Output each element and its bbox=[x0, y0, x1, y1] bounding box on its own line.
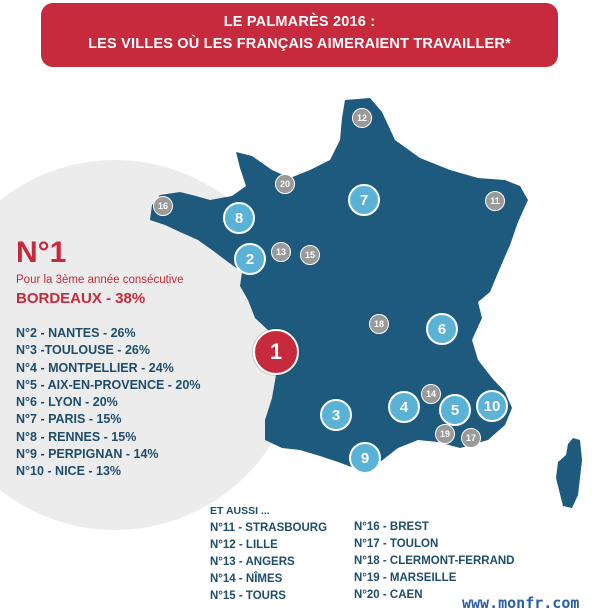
marker-17: 17 bbox=[461, 428, 481, 448]
marker-12: 12 bbox=[352, 108, 372, 128]
banner-title-line1: LE PALMARÈS 2016 : bbox=[223, 14, 376, 30]
corsica-map bbox=[556, 438, 582, 508]
marker-10: 10 bbox=[476, 390, 508, 422]
rank-1-subtitle: Pour la 3ème année consécutive bbox=[16, 274, 184, 286]
ranking-item: N°9 - PERPIGNAN - 14% bbox=[16, 447, 159, 462]
banner-title-line2: LES VILLES OÙ LES FRANÇAIS AIMERAIENT TRAVAILLER* bbox=[88, 36, 511, 52]
aussi-item: N°15 - TOURS bbox=[210, 590, 286, 602]
ranking-item: N°8 - RENNES - 15% bbox=[16, 429, 137, 444]
watermark: www.monfr.com bbox=[462, 594, 580, 612]
aussi-item: N°17 - TOULON bbox=[354, 538, 439, 550]
marker-15: 15 bbox=[300, 245, 320, 265]
aussi-item: N°13 - ANGERS bbox=[210, 556, 295, 568]
marker-1: 1 bbox=[253, 329, 299, 375]
ranking-item: N°6 - LYON - 20% bbox=[16, 395, 118, 410]
marker-4: 4 bbox=[388, 391, 420, 423]
marker-6: 6 bbox=[426, 313, 458, 345]
marker-3: 3 bbox=[320, 399, 352, 431]
aussi-column-2 bbox=[354, 519, 515, 604]
aussi-item: N°11 - STRASBOURG bbox=[210, 522, 328, 534]
marker-8: 8 bbox=[223, 202, 255, 234]
marker-13: 13 bbox=[271, 242, 291, 262]
ranking-item: N°7 - PARIS - 15% bbox=[16, 412, 122, 427]
aussi-title: ET AUSSI ... bbox=[210, 505, 270, 517]
marker-19: 19 bbox=[435, 424, 455, 444]
marker-2: 2 bbox=[234, 243, 266, 275]
marker-9: 9 bbox=[349, 442, 381, 474]
rank-1-city: BORDEAUX - 38% bbox=[16, 290, 146, 307]
aussi-column-1 bbox=[210, 520, 327, 605]
marker-16: 16 bbox=[153, 196, 173, 216]
marker-18: 18 bbox=[369, 314, 389, 334]
marker-14: 14 bbox=[421, 384, 441, 404]
title-banner bbox=[41, 3, 558, 67]
aussi-item: N°19 - MARSEILLE bbox=[354, 572, 457, 584]
marker-5: 5 bbox=[439, 394, 471, 426]
marker-7: 7 bbox=[348, 184, 380, 216]
rank-1-label: N°1 bbox=[16, 236, 67, 269]
ranking-list bbox=[16, 325, 200, 481]
marker-11: 11 bbox=[485, 191, 505, 211]
ranking-item: N°3 -TOULOUSE - 26% bbox=[16, 343, 150, 358]
aussi-item: N°20 - CAEN bbox=[354, 589, 423, 601]
marker-20: 20 bbox=[275, 174, 295, 194]
aussi-item: N°18 - CLERMONT-FERRAND bbox=[354, 555, 515, 567]
ranking-item: N°4 - MONTPELLIER - 24% bbox=[16, 360, 174, 375]
aussi-item: N°16 - BREST bbox=[354, 521, 429, 533]
aussi-item: N°12 - LILLE bbox=[210, 539, 278, 551]
ranking-item: N°10 - NICE - 13% bbox=[16, 464, 122, 479]
ranking-item: N°2 - NANTES - 26% bbox=[16, 326, 136, 340]
aussi-item: N°14 - NÎMES bbox=[210, 573, 283, 585]
ranking-item: N°5 - AIX-EN-PROVENCE - 20% bbox=[16, 377, 201, 392]
